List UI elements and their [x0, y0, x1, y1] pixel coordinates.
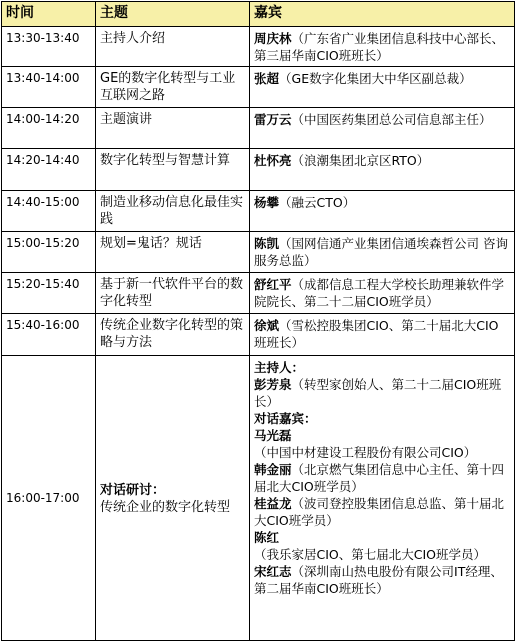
- row-time: 15:40-16:00: [2, 314, 96, 356]
- guest-name: 徐斌: [254, 318, 280, 333]
- schedule-table: [1, 1, 515, 641]
- row-guest: [250, 314, 515, 356]
- guest-desc: （GE数字化集团大中华区副总裁）: [279, 71, 472, 86]
- header-guest: 嘉宾: [250, 2, 515, 27]
- row-topic: GE的数字化转型与工业互联网之路: [96, 67, 250, 108]
- row-topic: 数字化转型与智慧计算: [96, 149, 250, 191]
- panel-guest-entry: [254, 427, 510, 461]
- guest-desc: （浪潮集团北京区RTO）: [291, 153, 430, 168]
- guest-desc: （雪松控股集团CIO、第二十届北大CIO班班长）: [254, 318, 499, 350]
- row-guest: [250, 67, 515, 108]
- row-topic: 制造业移动信息化最佳实践: [96, 191, 250, 232]
- panel-topic: [96, 356, 250, 641]
- header-topic: 主题: [96, 2, 250, 27]
- row-guest: [250, 191, 515, 232]
- row-time: 14:20-14:40: [2, 149, 96, 191]
- table-row: [2, 108, 515, 149]
- guest-name: 宋红志: [254, 564, 292, 579]
- panel-row: [2, 356, 515, 641]
- table-row: [2, 191, 515, 232]
- row-guest: [250, 149, 515, 191]
- panel-guest-entry: [254, 529, 510, 563]
- guest-name: 陈凯: [254, 236, 280, 251]
- guest-desc: （北京燃气集团信息中心主任、第十四届北大CIO班学员）: [254, 462, 505, 494]
- guest-desc: （波司登控股集团信息总监、第十届北大CIO班学员）: [254, 496, 505, 528]
- guests-label: 对话嘉宾：: [254, 411, 317, 426]
- row-time: 13:30-13:40: [2, 27, 96, 67]
- guest-desc: （中国医药集团总公司信息部主任）: [291, 112, 492, 127]
- guest-desc: （成都信息工程大学校长助理兼软件学院院长、第二十二届CIO班学员）: [254, 277, 505, 309]
- guest-desc: （深圳南山热电股份有限公司IT经理、第二届华南CIO班班长）: [254, 564, 503, 596]
- row-topic: 主题演讲: [96, 108, 250, 149]
- panel-guest-entry: [254, 563, 510, 597]
- table-row: [2, 273, 515, 314]
- row-guest: [250, 232, 515, 273]
- row-time: 14:40-15:00: [2, 191, 96, 232]
- header-time: 时间: [2, 2, 96, 27]
- guest-name: 杜怀亮: [254, 153, 292, 168]
- guest-name: 舒红平: [254, 277, 292, 292]
- table-row: [2, 314, 515, 356]
- panel-guest-entry: [254, 461, 510, 495]
- guest-name: 张超: [254, 71, 280, 86]
- host-entry: [254, 376, 510, 410]
- row-guest: [250, 27, 515, 67]
- row-topic: 基于新一代软件平台的数字化转型: [96, 273, 250, 314]
- guest-desc: （国网信通产业集团信通埃森哲公司 咨询服务总监）: [254, 236, 508, 268]
- guest-name: 杨攀: [254, 195, 280, 210]
- guest-name: 雷万云: [254, 112, 292, 127]
- guest-desc: （广东省广业集团信息科技中心部长、第三届华南CIO班班长）: [254, 31, 505, 63]
- row-time: 14:00-14:20: [2, 108, 96, 149]
- row-topic: 传统企业数字化转型的策略与方法: [96, 314, 250, 356]
- guest-name: 韩金丽: [254, 462, 292, 477]
- guest-desc: （我乐家居CIO、第七届北大CIO班学员）: [254, 547, 487, 562]
- panel-topic-label: 对话研讨：: [100, 482, 166, 498]
- row-guest: [250, 273, 515, 314]
- table-row: [2, 27, 515, 67]
- guest-name: 周庆林: [254, 31, 292, 46]
- panel-topic-text: 传统企业的数字化转型: [100, 499, 231, 515]
- guest-desc: （中国中材建设工程股份有限公司CIO）: [254, 445, 477, 460]
- panel-guests: [250, 356, 515, 641]
- row-time: 15:00-15:20: [2, 232, 96, 273]
- guest-name: 桂益龙: [254, 496, 292, 511]
- guest-name: 马光磊: [254, 428, 292, 443]
- guest-desc: （融云CTO）: [279, 195, 356, 210]
- guest-name: 彭芳泉: [254, 377, 292, 392]
- row-time: 15:20-15:40: [2, 273, 96, 314]
- guest-name: 陈红: [254, 530, 280, 545]
- panel-guest-entry: [254, 495, 510, 529]
- row-topic: 规划=鬼话？规话: [96, 232, 250, 273]
- table-header-row: [2, 2, 515, 27]
- table-row: [2, 232, 515, 273]
- row-guest: [250, 108, 515, 149]
- guest-desc: （转型家创始人、第二十二届CIO班班长）: [254, 377, 502, 409]
- row-time: 13:40-14:00: [2, 67, 96, 108]
- table-row: [2, 149, 515, 191]
- host-label: 主持人：: [254, 360, 305, 375]
- panel-time: 16:00-17:00: [2, 356, 96, 641]
- row-topic: 主持人介绍: [96, 27, 250, 67]
- table-row: [2, 67, 515, 108]
